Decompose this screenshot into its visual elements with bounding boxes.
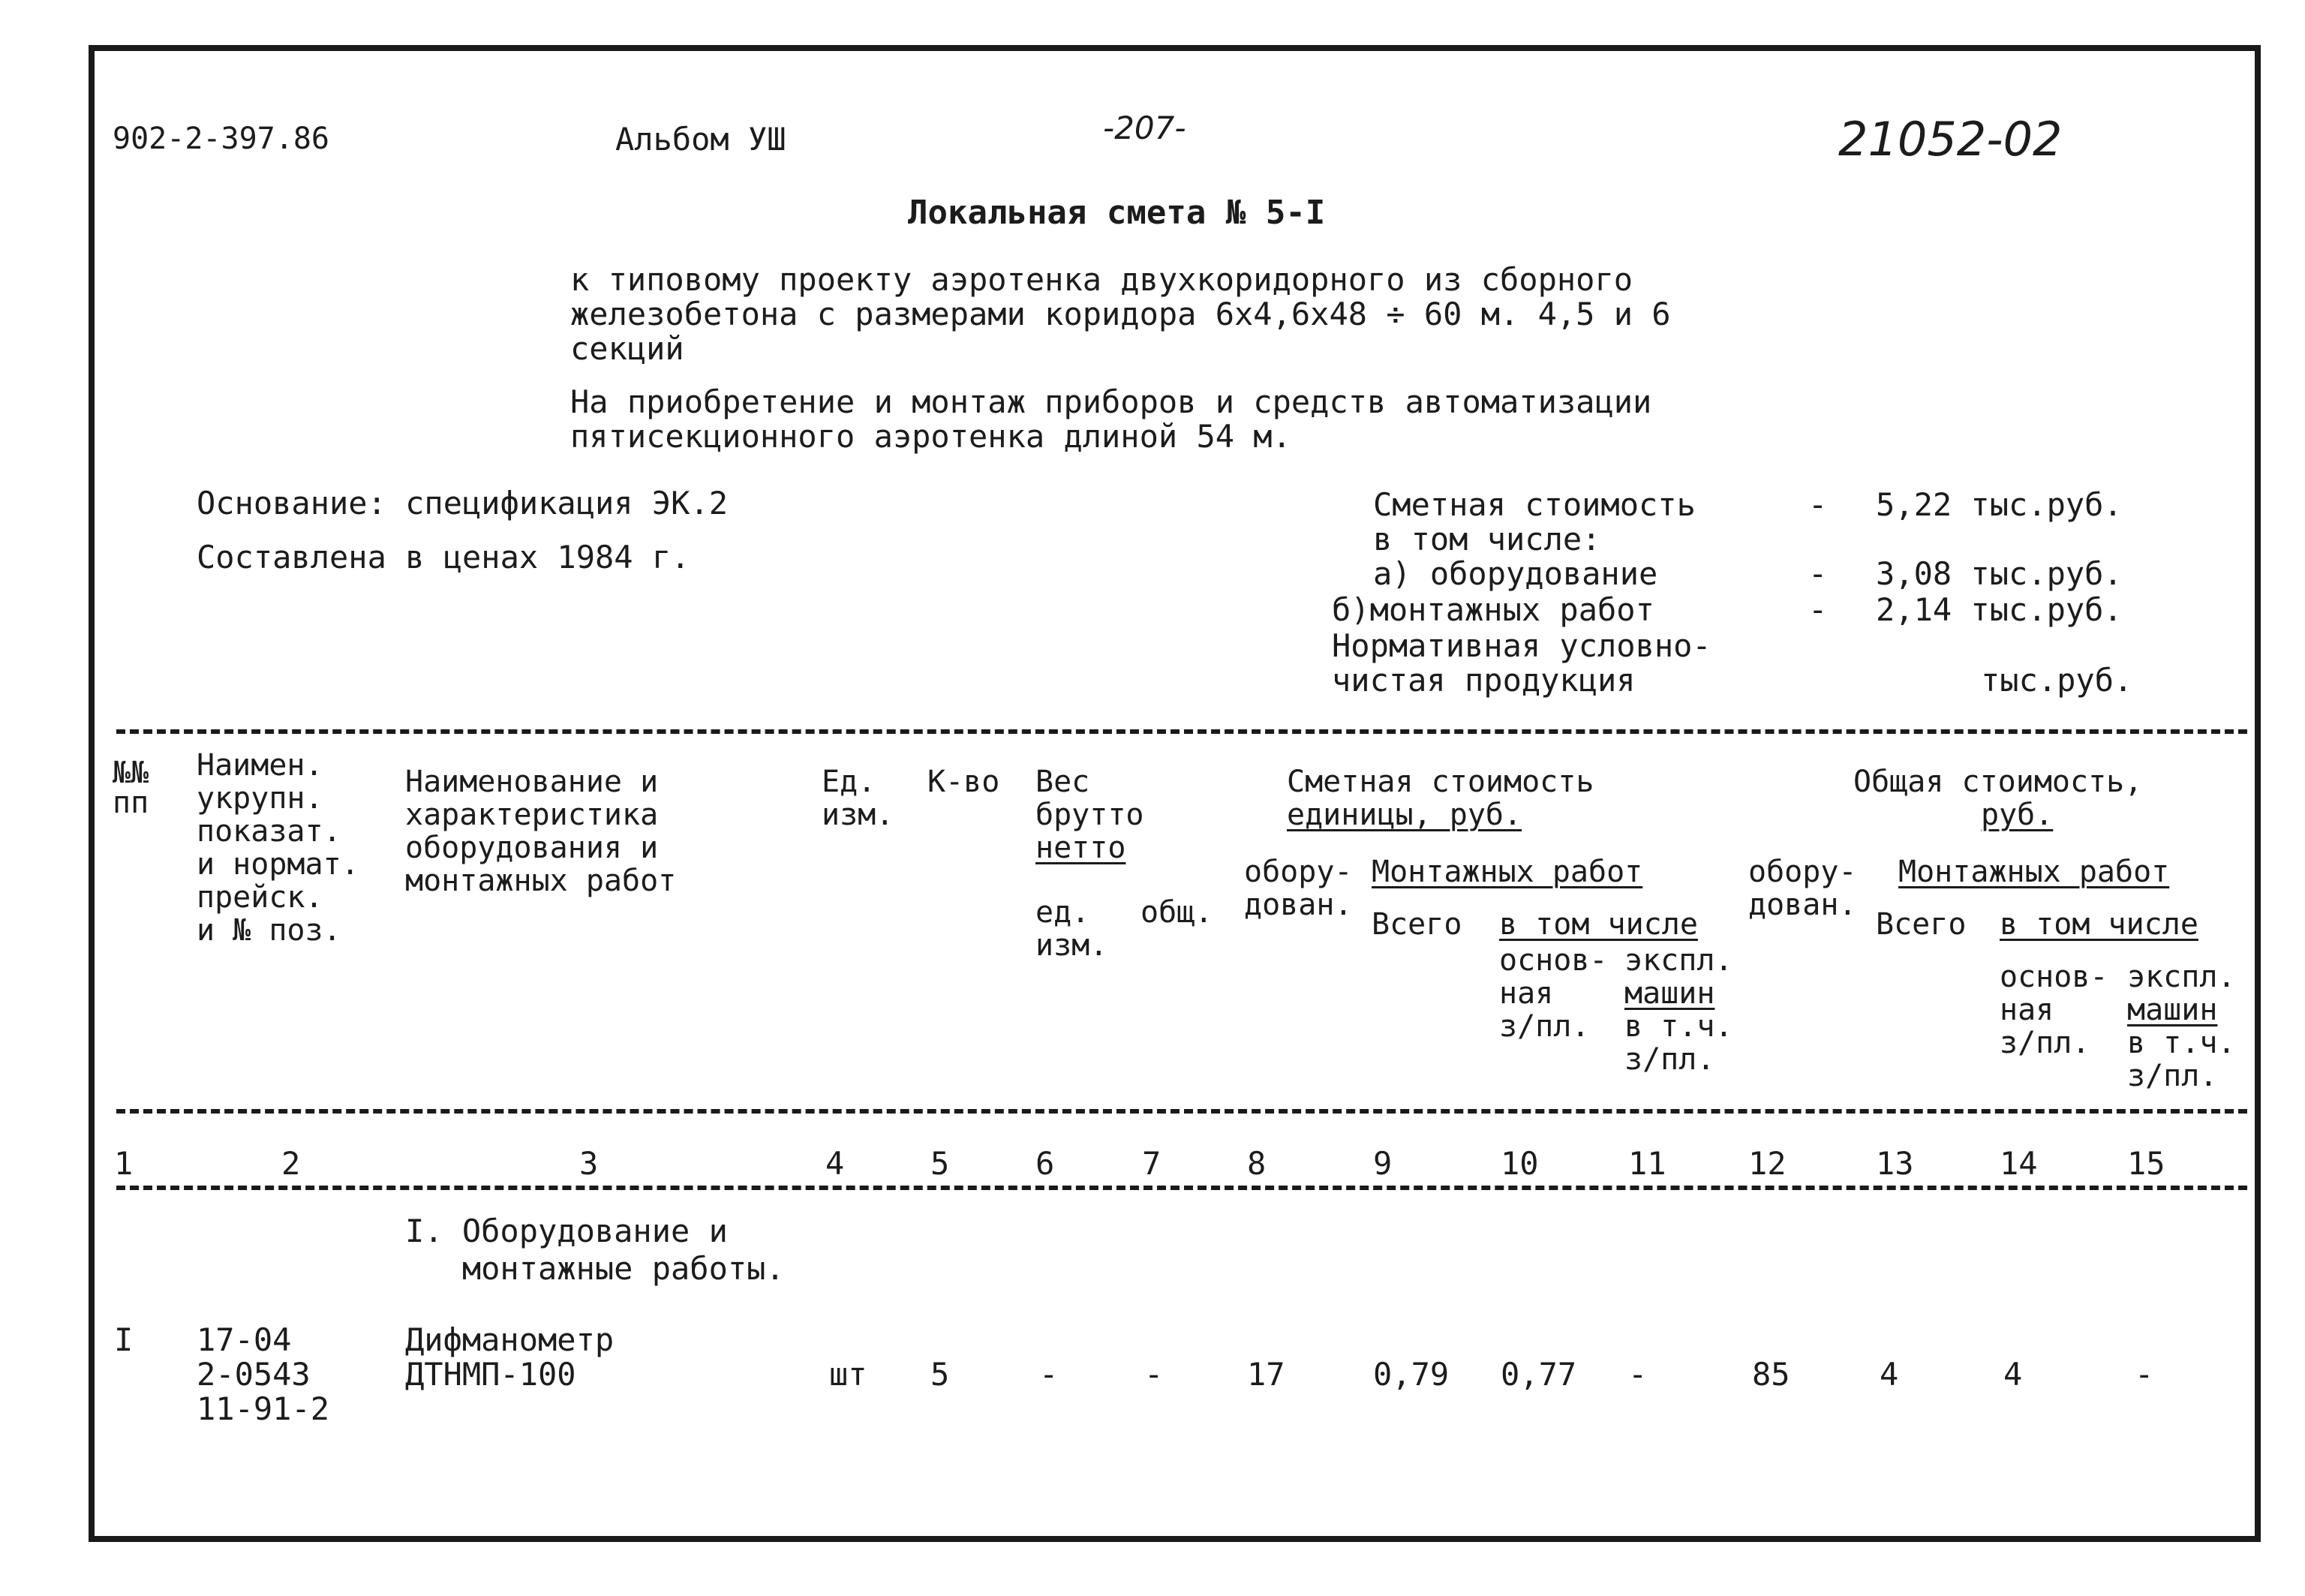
header-total-wage-2: ная [2000, 993, 2054, 1027]
row-code-3: 11-91-2 [197, 1390, 330, 1427]
page-number: -207- [1103, 110, 1186, 146]
equipment-dash: - [1808, 555, 1828, 592]
normative-label-2: чистая продукция [1332, 662, 1636, 699]
subtitle-line-3: секций [570, 330, 684, 367]
header-weight-1: Вес [1035, 765, 1090, 799]
header-total-cost-group: Общая стоимость, [1853, 765, 2143, 799]
total-cost-value: 5,22 тыс.руб. [1876, 486, 2123, 523]
equipment-label: а) оборудование [1373, 555, 1658, 592]
row-total-wage: 4 [2003, 1356, 2023, 1393]
header-total-equip-1: обору- [1748, 855, 1857, 889]
header-unit-cost-group: Сметная стоимость [1287, 765, 1594, 799]
col-number-14: 14 [2000, 1145, 2038, 1182]
row-qty: 5 [930, 1356, 950, 1393]
header-weight-unit-2: изм. [1035, 928, 1108, 963]
col-number-10: 10 [1501, 1145, 1539, 1182]
header-total-mach-4: з/пл. [2127, 1059, 2218, 1093]
row-num: I [114, 1321, 134, 1358]
normative-label-1: Нормативная условно- [1332, 627, 1711, 664]
col-number-2: 2 [281, 1145, 301, 1182]
header-num-2: пп [113, 786, 149, 820]
col-number-15: 15 [2127, 1145, 2165, 1182]
header-code-1: Наимен. [197, 748, 323, 783]
header-unit-mach-3: в т.ч. [1624, 1009, 1733, 1044]
header-qty: К-во [927, 765, 1000, 799]
purpose-line-1: На приобретение и монтаж приборов и средств автоматизации [570, 383, 1652, 420]
total-cost-dash: - [1808, 486, 1828, 523]
col-number-3: 3 [579, 1145, 599, 1182]
row-weight-total: - [1144, 1356, 1164, 1393]
header-unit-equip-1: обору- [1244, 855, 1353, 889]
header-total-install: Монтажных работ [1898, 855, 2170, 889]
header-name-2: характеристика [405, 798, 659, 832]
header-num-1: №№ [113, 756, 149, 790]
row-unit-equip: 17 [1247, 1356, 1285, 1393]
row-unit-install: 0,79 [1373, 1356, 1450, 1393]
row-total-mach: - [2135, 1356, 2154, 1393]
col-number-6: 6 [1035, 1145, 1055, 1182]
header-unit-incl: в том числе [1499, 907, 1698, 942]
header-weight-2: брутто [1035, 798, 1144, 832]
section-heading-2: монтажные работы. [405, 1250, 785, 1287]
header-unit-wage-2: ная [1499, 976, 1554, 1011]
header-unit-1: Ед. [822, 765, 876, 799]
header-code-6: и № поз. [197, 913, 341, 948]
row-name-1: Дифманометр [405, 1321, 615, 1358]
col-number-9: 9 [1373, 1145, 1393, 1182]
install-label: б)монтажных работ [1332, 591, 1654, 628]
header-weight-3: нетто [1035, 831, 1126, 865]
subtitle-line-1: к типовому проекту аэротенка двухкоридорного из сборного [570, 261, 1633, 298]
header-unit-install-total: Всего [1372, 907, 1462, 942]
basis-text: Основание: спецификация ЭК.2 [197, 485, 729, 521]
row-total-equip: 85 [1752, 1356, 1790, 1393]
header-weight-unit-1: ед. [1035, 895, 1090, 930]
col-number-5: 5 [930, 1145, 950, 1182]
table-top-divider [116, 729, 2247, 734]
header-code-3: показат. [197, 814, 341, 849]
column-numbers-divider [116, 1186, 2247, 1190]
install-dash: - [1808, 591, 1828, 628]
total-cost-label: Сметная стоимость [1373, 486, 1696, 523]
col-number-12: 12 [1748, 1145, 1787, 1182]
header-unit-equip-2: дован. [1244, 888, 1353, 922]
header-total-equip-2: дован. [1748, 888, 1857, 922]
row-code-1: 17-04 [197, 1321, 292, 1358]
header-code-4: и нормат. [197, 847, 359, 882]
row-total-install: 4 [1880, 1356, 1899, 1393]
header-unit-2: изм. [822, 798, 894, 832]
col-number-1: 1 [114, 1145, 134, 1182]
header-unit-wage-3: з/пл. [1499, 1009, 1590, 1044]
col-number-7: 7 [1142, 1145, 1162, 1182]
header-total-cost-group-2: руб. [1981, 798, 2054, 832]
header-total-incl: в том числе [2000, 907, 2198, 942]
row-unit-mach: - [1628, 1356, 1648, 1393]
header-total-wage-3: з/пл. [2000, 1026, 2090, 1060]
row-unit: шт [829, 1356, 867, 1393]
col-number-4: 4 [825, 1145, 845, 1182]
header-unit-cost-group-2: единицы, руб. [1287, 798, 1522, 832]
header-unit-mach-1: экспл. [1624, 943, 1733, 978]
col-number-13: 13 [1876, 1145, 1914, 1182]
header-weight-total: общ. [1140, 895, 1213, 930]
row-weight-unit: - [1039, 1356, 1059, 1393]
row-name-2: ДТНМП-100 [405, 1356, 576, 1393]
header-bottom-divider [116, 1109, 2247, 1114]
doc-code: 902-2-397.86 [113, 122, 329, 156]
including-label: в том числе: [1373, 521, 1601, 558]
section-heading-1: I. Оборудование и [405, 1213, 728, 1249]
header-total-install-total: Всего [1876, 907, 1967, 942]
purpose-line-2: пятисекционного аэротенка длиной 54 м. [570, 418, 1291, 455]
header-code-2: укрупн. [197, 781, 323, 816]
header-total-mach-1: экспл. [2127, 960, 2236, 994]
header-unit-mach-2: машин [1624, 976, 1715, 1011]
header-unit-mach-4: з/пл. [1624, 1042, 1715, 1077]
header-code-5: прейск. [197, 880, 323, 915]
header-name-4: монтажных работ [405, 864, 677, 898]
header-name-3: оборудования и [405, 831, 659, 865]
header-unit-install: Монтажных работ [1372, 855, 1643, 889]
album-label: Альбом УШ [615, 121, 786, 158]
header-total-mach-2: машин [2127, 993, 2218, 1027]
prices-year: Составлена в ценах 1984 г. [197, 539, 690, 576]
page-title: Локальная смета № 5-I [908, 194, 1326, 232]
header-total-mach-3: в т.ч. [2127, 1026, 2236, 1060]
install-value: 2,14 тыс.руб. [1876, 591, 2123, 628]
header-unit-wage-1: основ- [1499, 943, 1608, 978]
row-code-2: 2-0543 [197, 1356, 311, 1393]
col-number-8: 8 [1247, 1145, 1267, 1182]
sheet-code: 21052-02 [1838, 112, 2063, 167]
row-unit-wage: 0,77 [1501, 1356, 1577, 1393]
header-name-1: Наименование и [405, 765, 659, 799]
normative-value: тыс.руб. [1981, 662, 2133, 699]
equipment-value: 3,08 тыс.руб. [1876, 555, 2123, 592]
col-number-11: 11 [1628, 1145, 1666, 1182]
subtitle-line-2: железобетона с размерами коридора 6х4,6х48 ÷ 60 м. 4,5 и 6 [570, 296, 1671, 332]
header-total-wage-1: основ- [2000, 960, 2108, 994]
